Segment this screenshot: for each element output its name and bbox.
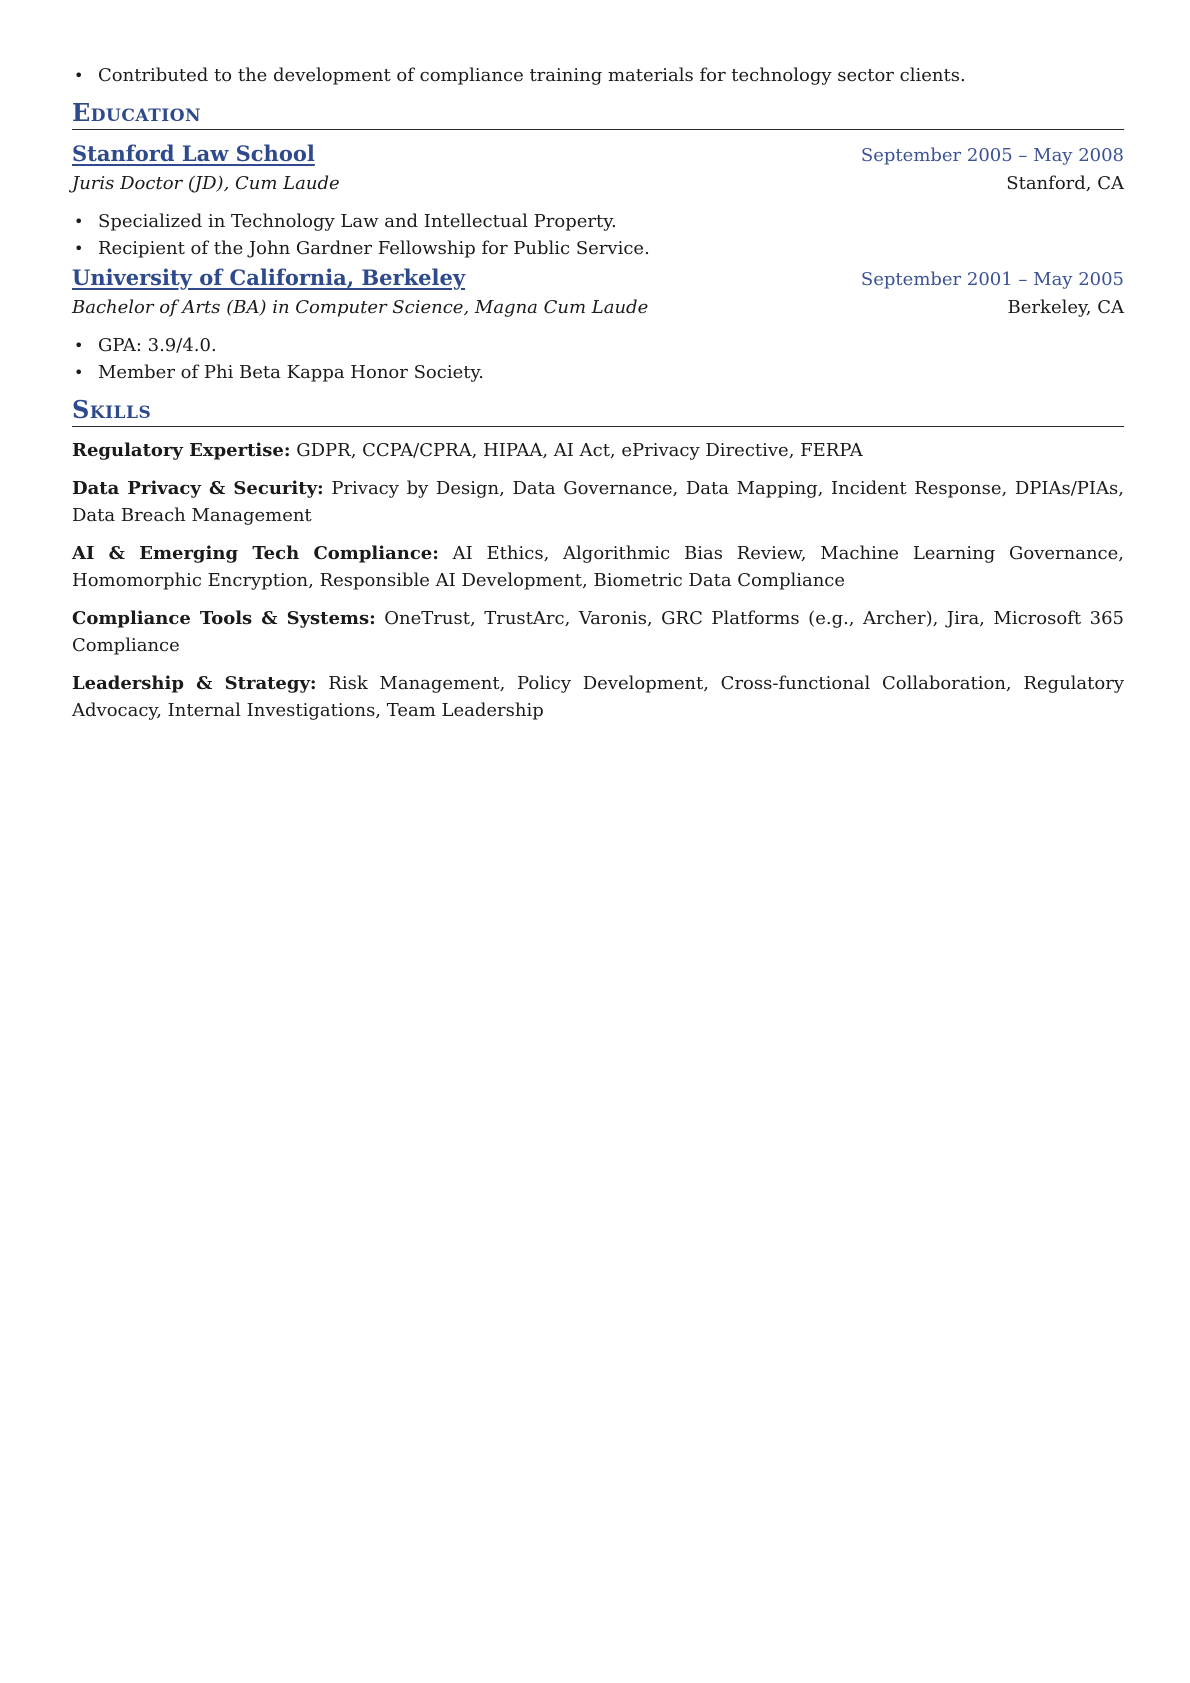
skills-heading: Skills: [72, 396, 1124, 427]
skill-label: Regulatory Expertise:: [72, 440, 291, 461]
skill-label: Leadership & Strategy:: [72, 673, 317, 694]
skill-text: GDPR, CCPA/CPRA, HIPAA, AI Act, ePrivacy Directive, FERPA: [296, 440, 863, 461]
skill-text: Privacy by Design, Data Governance, Data Mapping, Incident Response, DPIAs/PIAs, Data Breach Management: [72, 478, 1124, 526]
list-item: • GPA: 3.9/4.0.: [72, 332, 1124, 359]
skill-row-ai: [72, 540, 1124, 594]
entry-location: Berkeley, CA: [1007, 297, 1124, 318]
entry-bullets: [72, 208, 1124, 262]
skill-label: Compliance Tools & Systems:: [72, 608, 376, 629]
skill-text: OneTrust, TrustArc, Varonis, GRC Platforms (e.g., Archer), Jira, Microsoft 365 Compliance: [72, 608, 1124, 656]
entry-header-row: [72, 140, 1124, 170]
entry-location: Stanford, CA: [1006, 173, 1124, 194]
entry-dates: September 2001 – May 2005: [860, 269, 1124, 290]
list-item: • Member of Phi Beta Kappa Honor Society.: [72, 359, 1124, 386]
institution-link[interactable]: Stanford Law School: [72, 141, 315, 166]
institution-link[interactable]: University of California, Berkeley: [72, 265, 466, 290]
degree-title: Juris Doctor (JD), Cum Laude: [72, 173, 340, 194]
list-item: • Specialized in Technology Law and Intellectual Property.: [72, 208, 1124, 235]
skill-row-tools: [72, 605, 1124, 659]
experience-continued-bullets: [72, 62, 1124, 89]
entry-bullets: [72, 332, 1124, 386]
degree-title: Bachelor of Arts (BA) in Computer Science, Magna Cum Laude: [72, 297, 649, 318]
education-heading: Education: [72, 99, 1124, 130]
entry-subheader-row: [72, 294, 1124, 322]
skill-text: AI Ethics, Algorithmic Bias Review, Machine Learning Governance, Homomorphic Encryption, Responsible AI Development, Biometric Data Compliance: [72, 543, 1125, 591]
education-entry-stanford: [72, 140, 1124, 262]
list-item: • Recipient of the John Gardner Fellowship for Public Service.: [72, 235, 1124, 262]
skill-label: Data Privacy & Security:: [72, 478, 324, 499]
entry-dates: September 2005 – May 2008: [860, 145, 1124, 166]
skill-label: AI & Emerging Tech Compliance:: [72, 543, 439, 564]
resume-content: [72, 62, 1124, 735]
entry-header-row: [72, 264, 1124, 294]
skills-list: [72, 437, 1124, 724]
skill-row-leadership: [72, 670, 1124, 724]
education-entry-berkeley: [72, 264, 1124, 386]
skill-row-regulatory: [72, 437, 1124, 464]
entry-subheader-row: [72, 170, 1124, 198]
list-item: • Contributed to the development of compliance training materials for technology sector clients.: [72, 62, 1124, 89]
skill-row-privacy: [72, 475, 1124, 529]
skill-text: Risk Management, Policy Development, Cross-functional Collaboration, Regulatory Advocacy, Internal Investigations, Team Leadership: [72, 673, 1124, 721]
